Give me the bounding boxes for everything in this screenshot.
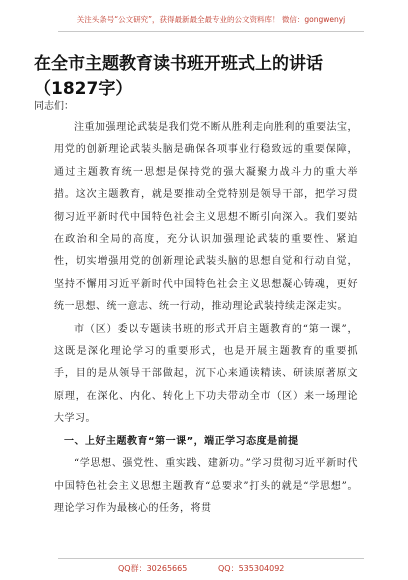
banner-text: 关注头条号“公文研究”，获得最新最全最专业的公文资料库！ 微信：gongwenyj bbox=[76, 15, 346, 24]
page-title bbox=[34, 52, 394, 102]
section-heading: 一、上好主题教育“第一课”，端正学习态度是前提 bbox=[64, 435, 299, 447]
document-body bbox=[54, 117, 358, 520]
footer bbox=[58, 558, 364, 579]
word-count: （1827字） bbox=[34, 79, 133, 99]
paragraph: 市（区）委以专题读书班的形式开启主题教育的“第一课”，这既是深化理论学习的重要形式，也是开展主题教育的重要抓手，目的是从领导干部做起，沉下心来通读精读、研读原著原文原理，在深化、内化、转化上下功夫带动全市（区）来一场理论大学习。 bbox=[54, 323, 358, 425]
title-text: 在全市主题教育读书班开班式上的讲话 bbox=[34, 54, 323, 74]
qq-number: QQ：535304092 bbox=[218, 564, 285, 573]
header-banner bbox=[58, 3, 364, 32]
qq-group-number: QQ群：30265665 bbox=[118, 564, 188, 573]
paragraph: “学思想、强党性、重实践、建新功。”学习贯彻习近平新时代中国特色社会主义思想主题教育“总要求”打头的就是“学思想”。理论学习作为最核心的任务，将贯 bbox=[54, 458, 358, 514]
salutation: 同志们： bbox=[34, 101, 74, 112]
paragraph: 注重加强理论武装是我们党不断从胜利走向胜利的重要法宝，用党的创新理论武装头脑是确保各项事业行稳致远的重要保障，通过主题教育统一思想是保持党的强大凝聚力战斗力的重大举措。这次主题教育，就是要推动全党特别是领导干部，把学习贯彻习近平新时代中国特色社会主义思想不断引向深入。我们要站在政治和全局的高度，充分认识加强理论武装的重要性、紧迫性，切实增强用党的创新理论武装头脑的思想自觉和行动自觉，坚持不懈用习近平新时代中国特色社会主义思想凝心铸魂，更好统一思想、统一意志、统一行动，推动理论武装持续走深走实。 bbox=[54, 122, 358, 313]
